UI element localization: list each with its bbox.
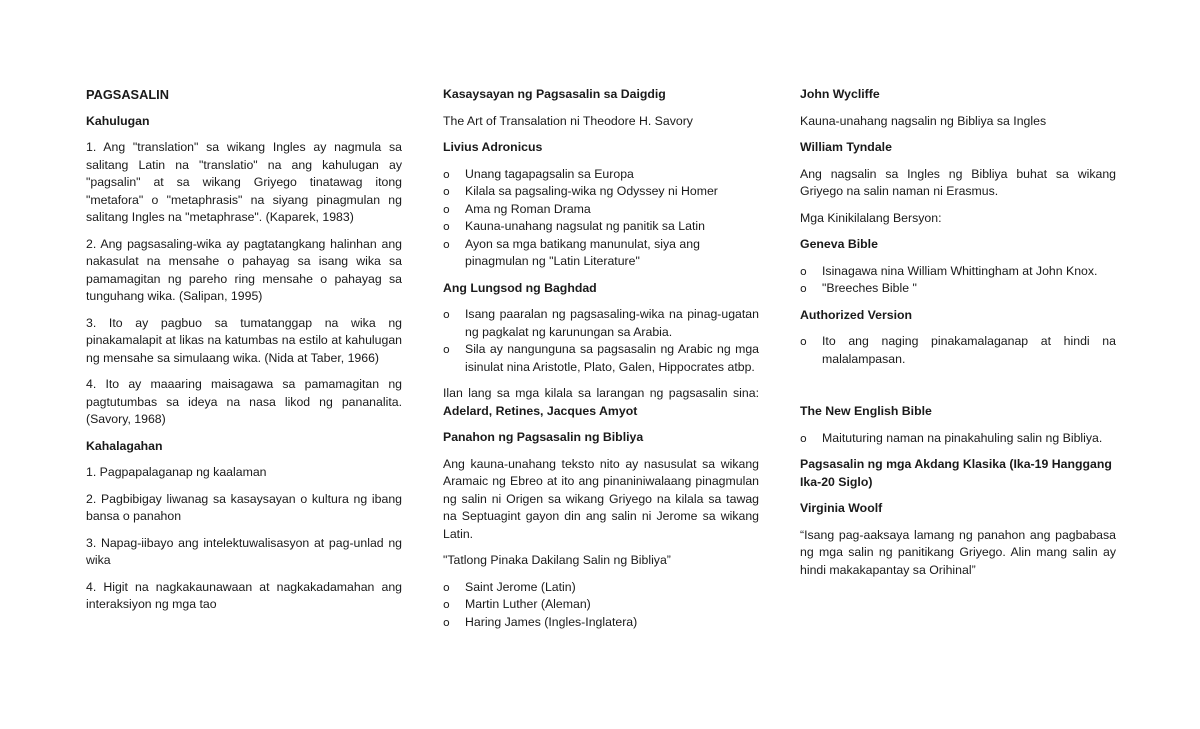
circle-bullet-icon: o	[443, 237, 450, 251]
importance-1: 1. Pagpapalaganap ng kaalaman	[86, 465, 267, 479]
kasaysayan-heading: Kasaysayan ng Pagsasalin sa Daigdig	[443, 87, 666, 101]
kilala-names: Adelard, Retines, Jacques Amyot	[443, 403, 638, 418]
list-item	[443, 218, 759, 236]
neb-heading: The New English Bible	[800, 404, 932, 418]
list-item-text: Kauna-unahang nagsulat ng panitik sa Latin	[465, 219, 705, 233]
baghdad-heading: Ang Lungsod ng Baghdad	[443, 280, 597, 295]
circle-bullet-icon: o	[443, 185, 450, 198]
circle-bullet-icon: o	[443, 343, 450, 356]
circle-bullet-icon: o	[443, 220, 450, 233]
list-item	[443, 183, 759, 201]
list-item-text: Ayon sa mga batikang manunulat, siya ang pinagmulan ng "Latin Literature"	[465, 236, 700, 268]
tyndale-heading: William Tyndale	[800, 140, 892, 154]
spacer	[800, 377, 1116, 403]
importance-4: 4. Higit na nagkakaunawaan at nagkakadamahan ang interaksiyon ng mga tao	[86, 579, 402, 611]
bersyon-text: Mga Kinikilalang Bersyon:	[800, 210, 942, 225]
tyndale-text: Ang nagsalin sa Ingles ng Bibliya buhat sa wikang Griyego na salin naman ni Erasmus.	[800, 166, 1116, 198]
importance-3: 3. Napag-iibayo ang intelektuwalisasyon at pag-unlad ng wika	[86, 535, 402, 567]
list-item	[443, 614, 759, 632]
list-item	[443, 596, 759, 614]
kahulugan-heading: Kahulugan	[86, 113, 150, 128]
kahalagahan-heading: Kahalagahan	[86, 438, 163, 453]
list-item-text: Kilala sa pagsaling-wika ng Odyssey ni Homer	[465, 184, 718, 198]
circle-bullet-icon: o	[800, 282, 807, 295]
list-item-text: Isang paaralan ng pagsasaling-wika na pinag-ugatan ng pagkalat ng karunungan sa Arabia.	[465, 307, 759, 339]
column-right	[800, 86, 1116, 588]
definition-1: 1. Ang "translation" sa wikang Ingles ay nagmula sa salitang Latin na "translatio" na ang kahulugan ay "pagsalin" at sa wikang Griyego tinatawag itong "metafora" o "metaphrasis" na siyang pinagmulan ng salitang Ingles na "metaphrase". (Kaparek, 1983)	[86, 140, 402, 224]
woolf-heading: Virginia Woolf	[800, 501, 883, 515]
list-item-text: Sila ay nangunguna sa pagsasalin ng Arabic ng mga isinulat nina Aristotle, Plato, Galen, Hippocrates atbp.	[465, 342, 759, 374]
kilala-text: Ilan lang sa mga kilala sa larangan ng pagsasalin sina:	[443, 386, 759, 400]
geneva-heading: Geneva Bible	[800, 237, 878, 251]
definition-3: 3. Ito ay pagbuo sa tumatanggap na wika ng pinakamalapit at likas na katumbas na estilo at kahulugan ng mensahe sa simulaang wika. (Nida at Taber, 1966)	[86, 315, 402, 365]
list-item-text: Maituturing naman na pinakahuling salin ng Bibliya.	[822, 430, 1103, 445]
definition-4: 4. Ito ay maaaring maisagawa sa pamamagitan ng pagtutumbas sa ideya na nasa likod ng pananalita. (Savory, 1968)	[86, 377, 402, 426]
wycliffe-text: Kauna-unahang nagsalin ng Bibliya sa Ingles	[800, 113, 1047, 128]
circle-bullet-icon: o	[800, 335, 807, 348]
list-item-text: Saint Jerome (Latin)	[465, 579, 576, 594]
kilala-paragraph	[443, 385, 759, 420]
definition-2: 2. Ang pagsasaling-wika ay pagtatangkang halinhan ang nakasulat na mensahe o pahayag sa isang wika sa pamamagitan ng pareho ring mensahe o pahayag sa tunguhang wika. (Salipan, 1995)	[86, 236, 402, 303]
circle-bullet-icon: o	[443, 308, 450, 321]
tatlong-list	[443, 579, 759, 632]
wycliffe-heading: John Wycliffe	[800, 87, 880, 101]
neb-list	[800, 430, 1116, 448]
list-item-text: Ama ng Roman Drama	[465, 201, 591, 216]
list-item-text: Haring James (Ingles-Inglatera)	[465, 614, 638, 629]
tatlong-heading: "Tatlong Pinaka Dakilang Salin ng Bibliya”	[443, 553, 671, 567]
column-left	[86, 86, 402, 623]
bibliya-heading: Panahon ng Pagsasalin ng Bibliya	[443, 430, 644, 444]
importance-2: 2. Pagbibigay liwanag sa kasaysayan o kultura ng ibang bansa o panahon	[86, 491, 402, 523]
list-item-text: "Breeches Bible "	[822, 281, 917, 295]
list-item-text: Ito ang naging pinakamalaganap at hindi na malalampasan.	[822, 334, 1116, 366]
list-item	[800, 333, 1116, 368]
list-item-text: Martin Luther (Aleman)	[465, 597, 591, 611]
woolf-quote: “Isang pag-aaksaya lamang ng panahon ang pagbabasa ng mga salin ng panitikang Griyego. Alin mang salin ay hindi makakapantay sa Orihinal”	[800, 527, 1116, 577]
authorized-list	[800, 333, 1116, 368]
circle-bullet-icon: o	[800, 431, 807, 445]
list-item	[443, 579, 759, 597]
geneva-list	[800, 263, 1116, 298]
circle-bullet-icon: o	[443, 202, 450, 216]
klasika-heading: Pagsasalin ng mga Akdang Klasika (Ika-19 Hanggang Ika-20 Siglo)	[800, 457, 1112, 489]
list-item	[443, 341, 759, 376]
list-item	[800, 280, 1116, 298]
circle-bullet-icon: o	[443, 598, 450, 611]
list-item	[443, 236, 759, 271]
list-item-text: Unang tagapagsalin sa Europa	[465, 166, 634, 181]
list-item	[443, 166, 759, 184]
book-reference: The Art of Transalation ni Theodore H. Savory	[443, 113, 693, 128]
list-item	[443, 306, 759, 341]
authorized-heading: Authorized Version	[800, 307, 913, 322]
circle-bullet-icon: o	[800, 264, 807, 278]
livius-heading: Livius Adronicus	[443, 140, 543, 154]
doc-title: PAGSASALIN	[86, 87, 169, 102]
column-middle	[443, 86, 759, 640]
circle-bullet-icon: o	[443, 167, 450, 181]
livius-list	[443, 166, 759, 271]
list-item	[443, 201, 759, 219]
baghdad-list	[443, 306, 759, 376]
circle-bullet-icon: o	[443, 615, 450, 629]
list-item	[800, 263, 1116, 281]
bibliya-text: Ang kauna-unahang teksto nito ay nasusulat sa wikang Aramaic ng Ebreo at ito ang pinaniniwalaang pinagmulan ng salin ni Origen sa wikang Griyego na kilala sa tawag na Septuagint gayon din ang salin ni Jerome sa wikang Latin.	[443, 456, 759, 541]
circle-bullet-icon: o	[443, 580, 450, 594]
list-item-text: Isinagawa nina William Whittingham at John Knox.	[822, 263, 1098, 278]
list-item	[800, 430, 1116, 448]
